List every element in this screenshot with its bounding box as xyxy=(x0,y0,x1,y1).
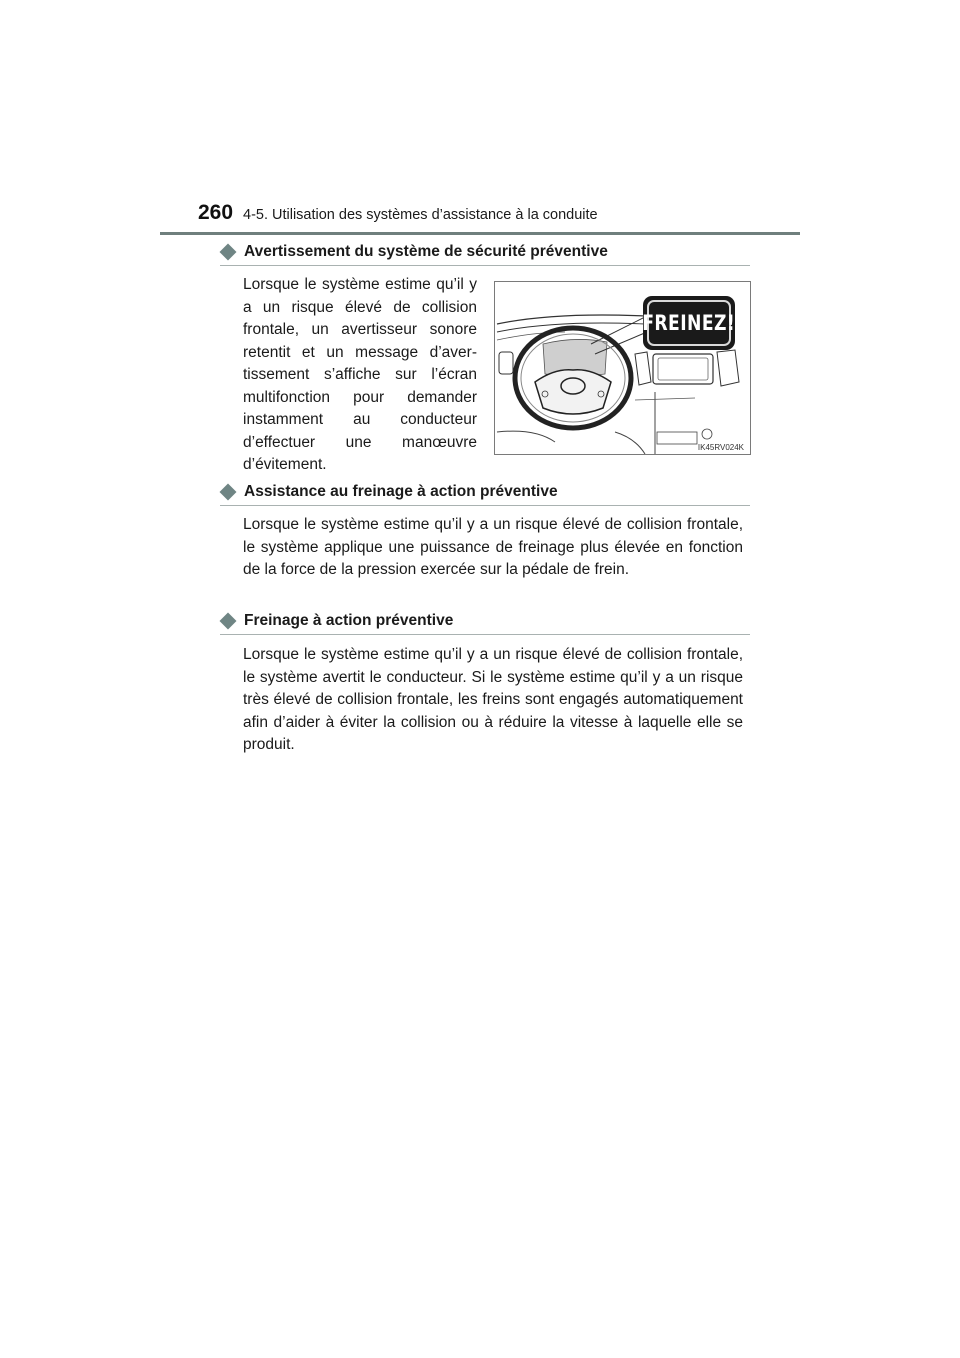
diamond-bullet-icon xyxy=(220,613,237,630)
section-heading-text: Freinage à action préventive xyxy=(244,612,454,629)
section-heading-text: Avertissement du système de sécurité préventive xyxy=(244,243,608,260)
section-heading-preventive-braking xyxy=(220,612,750,630)
section-text-preventive-braking: Lorsque le système estime qu’il y a un risque élevé de collision frontale, le système avertit le conducteur. Si le système estime qu’il y a un risque très élevé de collision frontale, les freins sont engagés automatiquement afin d’aider à éviter la collision ou à réduire la vitesse à laquelle elle se produit. xyxy=(243,646,743,753)
diamond-bullet-icon xyxy=(220,484,237,501)
section-heading-rule xyxy=(220,505,750,506)
section-heading-warning xyxy=(220,243,750,261)
warning-message-box xyxy=(643,296,735,350)
section-heading-text: Assistance au freinage à action préventive xyxy=(244,483,558,500)
section-heading-rule xyxy=(220,265,750,266)
warning-message-text: FREINEZ! xyxy=(642,311,736,335)
header-rule xyxy=(160,232,800,235)
section-heading-rule xyxy=(220,634,750,635)
section-text-warning: Lorsque le système estime qu’il y a un risque élevé de collision frontale, un avertisseur sonore retentit et un message d’avertissement s’affiche sur l’écran multifonction pour demander instamment au conducteur d’effectuer une manœuvre d’évitement. xyxy=(243,276,477,473)
dashboard-illustration xyxy=(494,281,751,455)
section-heading-brake-assist xyxy=(220,483,750,501)
diamond-bullet-icon xyxy=(220,244,237,261)
running-title: 4-5. Utilisation des systèmes d’assistance à la conduite xyxy=(243,207,598,223)
figure-code: IK45RV024K xyxy=(697,443,744,452)
section-text-brake-assist: Lorsque le système estime qu’il y a un risque élevé de collision frontale, le système applique une puissance de freinage plus élevée en fonction de la force de la pression exercée sur la pédale de frein. xyxy=(243,516,743,578)
page-number: 260 xyxy=(198,201,234,224)
